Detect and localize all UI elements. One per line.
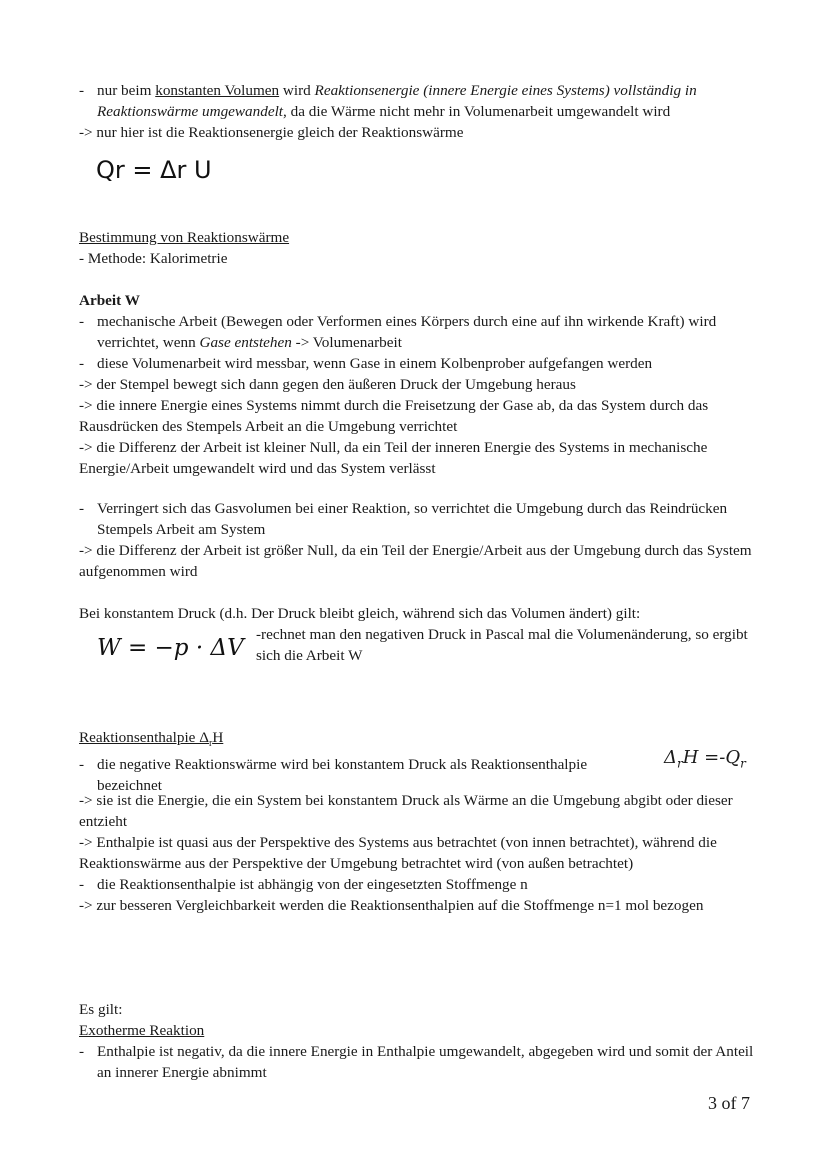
section-heading: Bestimmung von Reaktionswärme — [79, 229, 290, 246]
section-heading: Arbeit W — [79, 292, 140, 309]
text: mechanische Arbeit (Bewegen oder Verformen eines Körpers durch eine auf ihn wirkende Kraft) wird verrichtet, wenn — [97, 313, 717, 351]
italic-text: in Reaktionswärme umgewandelt — [97, 82, 697, 120]
bullet-gas-volume — [79, 498, 759, 540]
text: Verringert sich das Gasvolumen bei einer Reaktion, so verrichtet die Umgebung durch das Reindrücken Stempels Arbeit am System — [97, 500, 728, 538]
bullet-constant-volume — [79, 80, 759, 122]
bullet-dash: - — [79, 500, 85, 517]
bullet-substance-amount — [79, 874, 759, 895]
enthalpie-details — [79, 790, 759, 916]
page-number: 3 of 7 — [708, 1093, 750, 1113]
bullet-dash: - — [79, 876, 85, 893]
bullet-dash: - — [79, 355, 85, 372]
italic-text: Reaktionsenergie (innere Energie eines Systems) vollständig — [314, 82, 682, 99]
text: Enthalpie ist negativ, da die innere Energie in Enthalpie umgewandelt, abgegeben wird und somit der Anteil an innerer Energie abnimmt — [97, 1043, 754, 1081]
text: , da die Wärme nicht mehr in Volumenarbeit umgewandelt wird — [283, 103, 671, 120]
bestimmung-section — [79, 227, 759, 269]
subscript: r — [208, 738, 213, 750]
text: die negative Reaktionswärme wird bei konstantem Druck als Reaktionsenthalpie bezeichnet — [97, 756, 588, 795]
text: H — [212, 729, 224, 746]
arbeit-section — [79, 290, 759, 479]
subscript: r — [677, 756, 683, 771]
bullet-dash: - — [79, 82, 85, 99]
italic-text: Gase entstehen — [199, 334, 292, 351]
bullet-dash: - — [79, 1043, 85, 1060]
bullet-dash: - — [79, 756, 85, 774]
arrow-line: -> sie ist die Energie, die ein System bei konstantem Druck als Wärme an die Umgebung abgibt oder dieser entzieht — [79, 792, 733, 830]
text: Δ — [664, 747, 677, 768]
bullet-exothermic — [79, 1041, 759, 1083]
enthalpy-formula — [664, 747, 746, 775]
bullet-mechanical-work — [79, 311, 759, 353]
arrow-line: -> der Stempel bewegt sich dann gegen den äußeren Druck der Umgebung heraus — [79, 376, 576, 393]
handwritten-formula — [96, 156, 212, 184]
intro-block — [79, 80, 759, 143]
enthalpie-section — [79, 727, 639, 796]
arrow-line: -> die Differenz der Arbeit ist kleiner Null, da ein Teil der inneren Energie des Systems in mechanische Energie/Arbeit umgewandelt wird und das System verlässt — [79, 439, 708, 477]
work-formula: W = −p · ΔV — [97, 635, 244, 661]
text: H =-Q — [682, 747, 741, 768]
pressure-line: Bei konstantem Druck (d.h. Der Druck bleibt gleich, während sich das Volumen ändert) gilt: — [79, 605, 641, 622]
text: -> Volumenarbeit — [291, 334, 402, 351]
arrow-line: -> zur besseren Vergleichbarkeit werden die Reaktionsenthalpien auf die Stoffmenge n=1 mol bezogen — [79, 897, 704, 914]
text: wird — [279, 82, 315, 99]
es-gilt-line: Es gilt: — [79, 1001, 123, 1018]
section-heading — [79, 727, 639, 754]
gas-volume-block — [79, 498, 759, 582]
exo-section — [79, 999, 759, 1083]
arrow-line: -> die Differenz der Arbeit ist größer Null, da ein Teil der Energie/Arbeit aus der Umgebung durch das System aufgenommen wird — [79, 542, 752, 580]
text: Reaktionsenthalpie Δ — [79, 729, 209, 746]
underlined-text: konstanten Volumen — [155, 82, 280, 99]
formula-text: Qr = Δr U — [96, 156, 212, 184]
arrow-line: -> die innere Energie eines Systems nimmt durch die Freisetzung der Gase ab, da das System durch das Rausdrücken des Stempels Arbeit an die Umgebung verrichtet — [79, 397, 709, 435]
text: diese Volumenarbeit wird messbar, wenn Gase in einem Kolbenprober aufgefangen werden — [97, 355, 653, 372]
work-formula-note: -rechnet man den negativen Druck in Pascal mal die Volumenänderung, so ergibt sich die Arbeit W — [256, 626, 748, 664]
method-line: - Methode: Kalorimetrie — [79, 250, 228, 267]
arrow-line: -> Enthalpie ist quasi aus der Perspektive des Systems aus betrachtet (von innen betrachtet), während die Reaktionswärme aus der Perspektive der Umgebung betrachtet wird (von außen betrachtet) — [79, 834, 717, 872]
bullet-dash: - — [79, 313, 85, 330]
section-heading: Exotherme Reaktion — [79, 1022, 205, 1039]
arrow-line: -> nur hier ist die Reaktionsenergie gleich der Reaktionswärme — [79, 124, 464, 141]
text: nur beim — [97, 82, 156, 99]
subscript: r — [740, 756, 746, 771]
text: die Reaktionsenthalpie ist abhängig von der eingesetzten Stoffmenge n — [97, 876, 528, 893]
bullet-volume-work — [79, 353, 759, 374]
